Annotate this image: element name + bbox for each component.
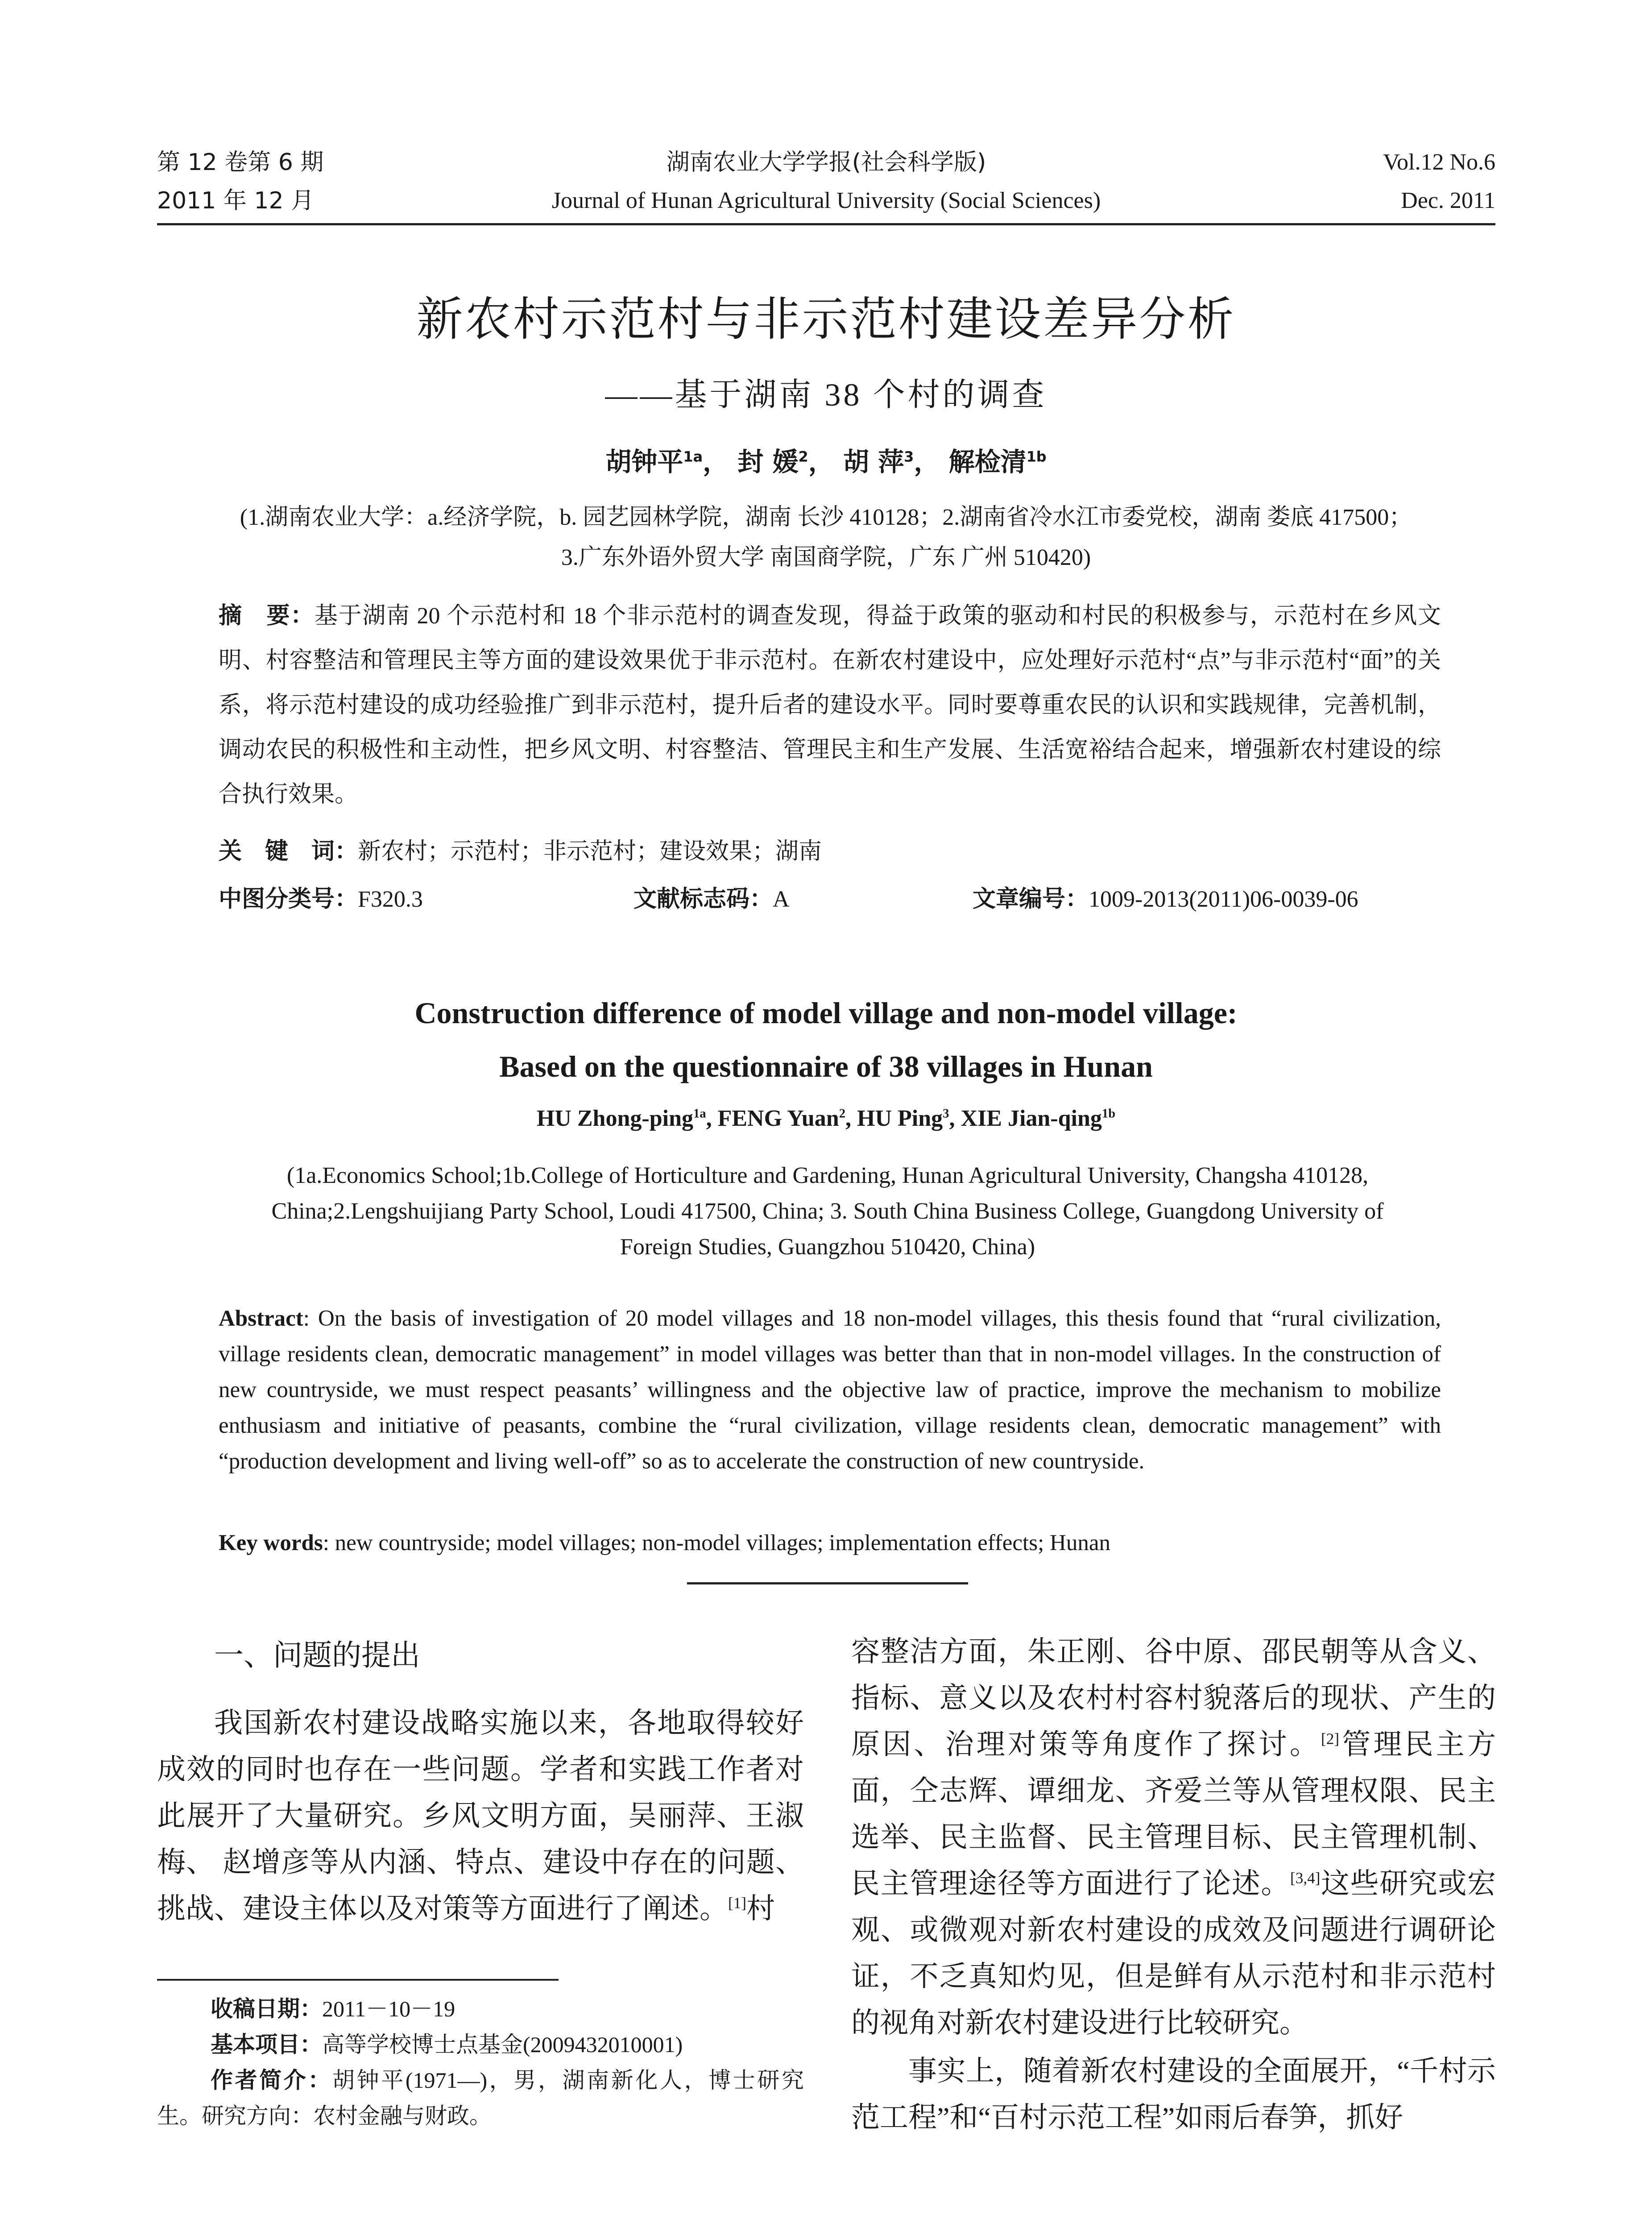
clc-number	[219, 881, 423, 917]
paper-title-en-line-1: Construction difference of model village and non-model village:	[414, 996, 1238, 1030]
author-separator: ,	[706, 1106, 718, 1131]
right-paragraph-1-text-b: 管理民主方面，仝志辉、谭细龙、齐爱兰等从管理权限、民主选举、民主监督、民主管理目标、民主管理机制、民主管理途径等方面进行了论述。	[851, 1729, 1496, 1899]
article-number	[973, 881, 1358, 917]
footnote-received	[157, 1991, 804, 2027]
left-paragraph-tail: 村	[746, 1893, 775, 1924]
volume-issue-en: Vol.12 No.6	[1383, 149, 1495, 175]
clc-label: 中图分类号：	[219, 886, 358, 912]
document-code-label: 文献标志码：	[633, 886, 773, 912]
author-1-name: 胡钟平	[605, 447, 683, 477]
running-header	[157, 143, 1495, 232]
keywords-cn-label: 关 键 词：	[219, 838, 358, 865]
article-number-value: 1009-2013(2011)06-0039-06	[1089, 887, 1358, 912]
body-left-paragraph	[157, 1700, 804, 1932]
journal-name-en: Journal of Hunan Agricultural University (Social Sciences)	[551, 188, 1101, 213]
header-row-2	[157, 183, 1495, 219]
fund-text: 高等学校博士点基金(2009432010001)	[322, 2032, 683, 2057]
bio-text: 胡钟平(1971—)，男，湖南新化人，博士研究生。研究方向：农村金融与财政。	[157, 2068, 804, 2128]
paper-subtitle-cn: ——基于湖南 38 个村的调查	[605, 377, 1047, 413]
author-list-cn	[0, 442, 1652, 482]
affiliation-en-line-2: China;2.Lengshuijiang Party School, Loudi 417500, China; 3. South China Business College, Guangdong University of	[271, 1198, 1384, 1224]
clc-value: F320.3	[358, 887, 423, 912]
footnote-bio	[157, 2062, 804, 2134]
author-4-name: 解检清	[948, 447, 1027, 477]
author-2-affil-mark-en: 2	[839, 1107, 846, 1121]
journal-name-cn: 湖南农业大学学报(社会科学版)	[666, 149, 986, 176]
right-paragraph-1-text-c: 这些研究或宏观、或微观对新农村建设的成效及问题进行调研论证，不乏真知灼见，但是鲜有从示范村和非示范村的视角对新农村建设进行比较研究。	[851, 1868, 1496, 2039]
keywords-en-text: : new countryside; model villages; non-model villages; implementation effects; Hunan	[323, 1530, 1110, 1555]
author-separator: ,	[949, 1106, 961, 1131]
author-1-affil-mark: 1a	[683, 448, 703, 465]
abstract-divider	[687, 1582, 968, 1584]
keywords-cn	[219, 834, 822, 870]
author-4-name-en: XIE Jian-qing	[961, 1106, 1102, 1131]
header-divider	[157, 223, 1495, 225]
author-3-name: 胡 萍	[843, 447, 904, 477]
right-paragraph-1-text-a: 容整洁方面，朱正刚、谷中原、邵民朝等从含义、指标、意义以及农村村容村貌落后的现状、产生的原因、治理对策等角度作了探讨。	[851, 1636, 1496, 1760]
footnote-fund	[157, 2027, 804, 2062]
affiliation-cn-line-1: (1.湖南农业大学：a.经济学院，b. 园艺园林学院，湖南 长沙 410128；2.湖南省冷水江市委党校，湖南 娄底 417500；	[240, 505, 1412, 530]
abstract-cn-label: 摘 要：	[219, 602, 315, 629]
keywords-en-label: Key words	[219, 1530, 323, 1555]
abstract-en	[219, 1301, 1441, 1479]
received-date: 2011－10－19	[322, 1996, 455, 2021]
citation-3-4: [3,4]	[1290, 1869, 1321, 1887]
document-code	[633, 881, 790, 917]
affiliation-cn-line-2: 3.广东外语外贸大学 南国商学院，广东 广州 510420)	[561, 545, 1091, 570]
received-label: 收稿日期：	[211, 1996, 322, 2022]
paper-title-cn: 新农村示范村与非示范村建设差异分析	[416, 292, 1236, 346]
citation-1: [1]	[728, 1894, 747, 1912]
author-2-affil-mark: 2	[798, 448, 808, 465]
fund-label: 基本项目：	[211, 2032, 322, 2057]
left-paragraph-text: 我国新农村建设战略实施以来，各地取得较好成效的同时也存在一些问题。学者和实践工作者对此展开了大量研究。乡风文明方面，吴丽萍、王淑梅、 赵增彦等从内涵、特点、建设中存在的问题、挑战、建设主体以及对策等方面进行了阐述。	[157, 1707, 804, 1924]
footnote-divider	[157, 1979, 559, 1981]
author-list-en	[0, 1099, 1652, 1139]
abstract-cn-text: 基于湖南 20 个示范村和 18 个非示范村的调查发现，得益于政策的驱动和村民的积极参与，示范村在乡风文明、村容整洁和管理民主等方面的建设效果优于非示范村。在新农村建设中，应处理好示范村“点”与非示范村“面”的关系，将示范村建设的成功经验推广到非示范村，提升后者的建设水平。同时要尊重农民的认识和实践规律，完善机制，调动农民的积极性和主动性，把乡风文明、村容整洁、管理民主和生产发展、生活宽裕结合起来，增强新农村建设的综合执行效果。	[219, 603, 1441, 807]
author-4-affil-mark: 1b	[1026, 448, 1047, 465]
author-4-affil-mark-en: 1b	[1101, 1107, 1116, 1121]
article-number-label: 文章编号：	[973, 886, 1089, 912]
keywords-en	[219, 1525, 1441, 1561]
author-1-affil-mark-en: 1a	[693, 1107, 706, 1121]
author-separator: ，	[808, 447, 834, 477]
header-row-1	[157, 145, 1495, 180]
affiliation-en-line-1: (1a.Economics School;1b.College of Horticulture and Gardening, Hunan Agricultural University, Changsha 410128,	[286, 1163, 1369, 1188]
author-3-affil-mark-en: 3	[943, 1107, 949, 1121]
author-1-name-en: HU Zhong-ping	[536, 1106, 693, 1131]
abstract-en-label: Abstract	[219, 1306, 303, 1331]
citation-2: [2]	[1321, 1730, 1340, 1748]
author-3-affil-mark: 3	[904, 448, 914, 465]
author-separator: ,	[845, 1106, 857, 1131]
keywords-cn-text: 新农村；示范村；非示范村；建设效果；湖南	[358, 839, 822, 864]
abstract-en-text: : On the basis of investigation of 20 model villages and 18 non-model villages, this thesis found that “rural civilization, village residents clean, democratic management” in model villages was better than that in non-model villages. In the construction of new countryside, we must respect peasants’ willingness and the objective law of practice, improve the mechanism to mobilize enthusiasm and initiative of peasants, combine the “rural civilization, village residents clean, democratic management” with “production development and living well-off” so as to accelerate the construction of new countryside.	[219, 1306, 1441, 1474]
paper-title-en-line-2: Based on the questionnaire of 38 villages in Hunan	[499, 1049, 1153, 1083]
document-code-value: A	[773, 887, 790, 912]
bio-label: 作者简介：	[211, 2067, 333, 2093]
date-cn: 2011 年 12 月	[157, 187, 315, 214]
affiliation-en-line-3: Foreign Studies, Guangzhou 510420, China)	[620, 1234, 1035, 1260]
author-3-name-en: HU Ping	[857, 1106, 943, 1131]
date-en: Dec. 2011	[1401, 188, 1495, 213]
body-right-paragraph-1	[851, 1629, 1496, 2046]
section-1-heading: 一、问题的提出	[214, 1638, 420, 1672]
author-separator: ，	[914, 447, 940, 477]
author-2-name-en: FENG Yuan	[717, 1106, 839, 1131]
body-right-paragraph-2: 事实上，随着新农村建设的全面展开，“千村示范工程”和“百村示范工程”如雨后春笋，抓好	[851, 2055, 1496, 2133]
author-separator: ，	[703, 447, 729, 477]
author-2-name: 封 媛	[737, 447, 799, 477]
abstract-cn	[219, 593, 1441, 817]
volume-issue-cn: 第 12 卷第 6 期	[157, 149, 324, 176]
